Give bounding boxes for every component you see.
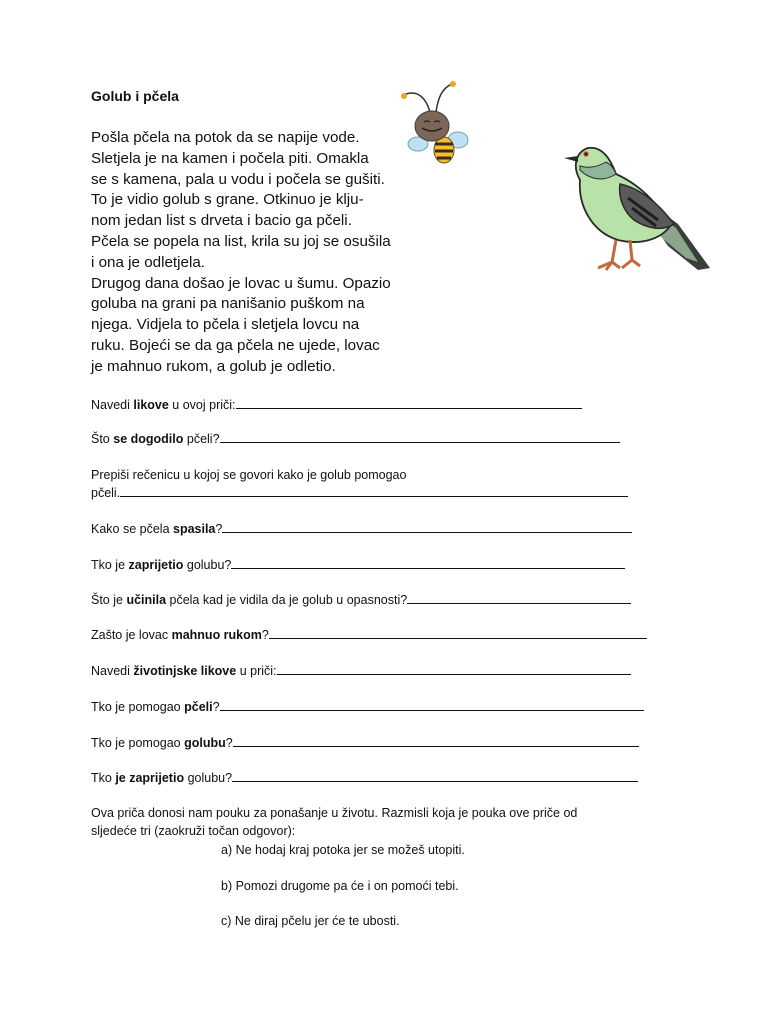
question-keyword: učinila xyxy=(126,593,167,607)
answer-line[interactable] xyxy=(236,396,582,409)
question-3 xyxy=(91,466,628,502)
question-text: Zašto je lovac xyxy=(91,628,172,642)
question-10 xyxy=(91,734,639,752)
answer-line[interactable] xyxy=(407,591,631,604)
question-text: Navedi xyxy=(91,398,134,412)
question-keyword: mahnuo rukom xyxy=(171,628,262,642)
question-keyword: likove xyxy=(133,398,169,412)
bee-illustration xyxy=(396,78,472,170)
answer-option-a[interactable]: a) Ne hodaj kraj potoka jer se možeš utopiti. xyxy=(221,843,465,857)
instruction-line: Ova priča donosi nam pouku za ponašanje u životu. Razmisli koja je pouka ove priče od xyxy=(91,806,578,820)
moral-instructions xyxy=(91,804,577,840)
question-text: pčela kad je vidila da je golub u opasnosti? xyxy=(166,593,408,607)
story-line: Pošla pčela na potok da se napije vode. xyxy=(91,129,360,146)
question-text: Što je xyxy=(91,593,127,607)
answer-option-b[interactable]: b) Pomozi drugome pa će i on pomoći tebi. xyxy=(221,879,459,893)
question-text: Kako se pčela xyxy=(91,522,173,536)
question-text: Tko xyxy=(91,771,116,785)
question-6 xyxy=(91,591,631,609)
question-text: Što xyxy=(91,432,114,446)
question-9 xyxy=(91,698,644,716)
question-keyword: životinjske likove xyxy=(133,664,237,678)
question-text: u ovoj priči: xyxy=(168,398,236,412)
answer-line[interactable] xyxy=(232,769,638,782)
answer-line[interactable] xyxy=(269,626,647,639)
answer-line[interactable] xyxy=(277,662,631,675)
story-line: je mahnuo rukom, a golub je odletio. xyxy=(91,357,336,375)
instruction-line: sljedeće tri (zaokruži točan odgovor): xyxy=(91,824,296,838)
story-line: Pčela se popela na list, krila su joj se osušila xyxy=(91,232,391,250)
question-text: Tko je pomogao xyxy=(91,700,185,714)
story-line: nom jedan list s drveta i bacio ga pčeli. xyxy=(91,212,352,230)
question-keyword: je zaprijetio xyxy=(115,771,185,785)
question-keyword: se dogodilo xyxy=(113,432,184,446)
answer-line[interactable] xyxy=(233,734,639,747)
pigeon-illustration xyxy=(558,128,716,276)
question-8 xyxy=(91,662,631,680)
story-line: To je vidio golub s grane. Otkinuo je klju- xyxy=(91,191,364,209)
answer-line[interactable] xyxy=(231,556,625,569)
question-11 xyxy=(91,769,638,787)
story-line: Sletjela je na kamen i počela piti. Omakla xyxy=(91,149,369,167)
question-text: golubu? xyxy=(183,558,232,572)
answer-option-c[interactable]: c) Ne diraj pčelu jer će te ubosti. xyxy=(221,914,400,928)
story-line: njega. Vidjela to pčela i sletjela lovcu na xyxy=(91,316,360,334)
question-text: ? xyxy=(212,700,220,714)
question-text: ? xyxy=(225,736,233,750)
answer-line[interactable] xyxy=(222,520,632,533)
story-line: se s kamena, pala u vodu i počela se gušiti. xyxy=(91,170,385,188)
question-text: Prepiši rečenicu u kojoj se govori kako je golub pomogao xyxy=(91,468,407,482)
story-line: goluba na grani pa nanišanio puškom na xyxy=(91,295,365,313)
question-keyword: pčeli xyxy=(184,700,213,714)
question-text: u priči: xyxy=(236,664,277,678)
story-line: Drugog dana došao je lovac u šumu. Opazio xyxy=(91,274,391,292)
answer-line[interactable] xyxy=(220,698,644,711)
question-1 xyxy=(91,396,582,414)
question-5 xyxy=(91,556,625,574)
worksheet-title: Golub i pčela xyxy=(91,88,179,104)
question-text: pčeli. xyxy=(91,486,121,500)
question-keyword: golubu xyxy=(184,736,226,750)
question-text: ? xyxy=(215,522,223,536)
question-text: ? xyxy=(261,628,269,642)
question-text: pčeli? xyxy=(183,432,220,446)
question-4 xyxy=(91,520,632,538)
question-keyword: zaprijetio xyxy=(128,558,184,572)
question-text: Tko je xyxy=(91,558,129,572)
question-2 xyxy=(91,430,620,448)
story-line: i ona je odletjela. xyxy=(91,253,205,271)
question-keyword: spasila xyxy=(173,522,216,536)
story-text xyxy=(91,128,421,378)
story-line: ruku. Bojeći se da ga pčela ne ujede, lovac xyxy=(91,336,380,354)
answer-line[interactable] xyxy=(220,430,620,443)
question-text: Tko je pomogao xyxy=(91,736,185,750)
question-7 xyxy=(91,626,647,644)
question-text: golubu? xyxy=(184,771,233,785)
question-text: Navedi xyxy=(91,664,134,678)
answer-line[interactable] xyxy=(120,484,628,497)
